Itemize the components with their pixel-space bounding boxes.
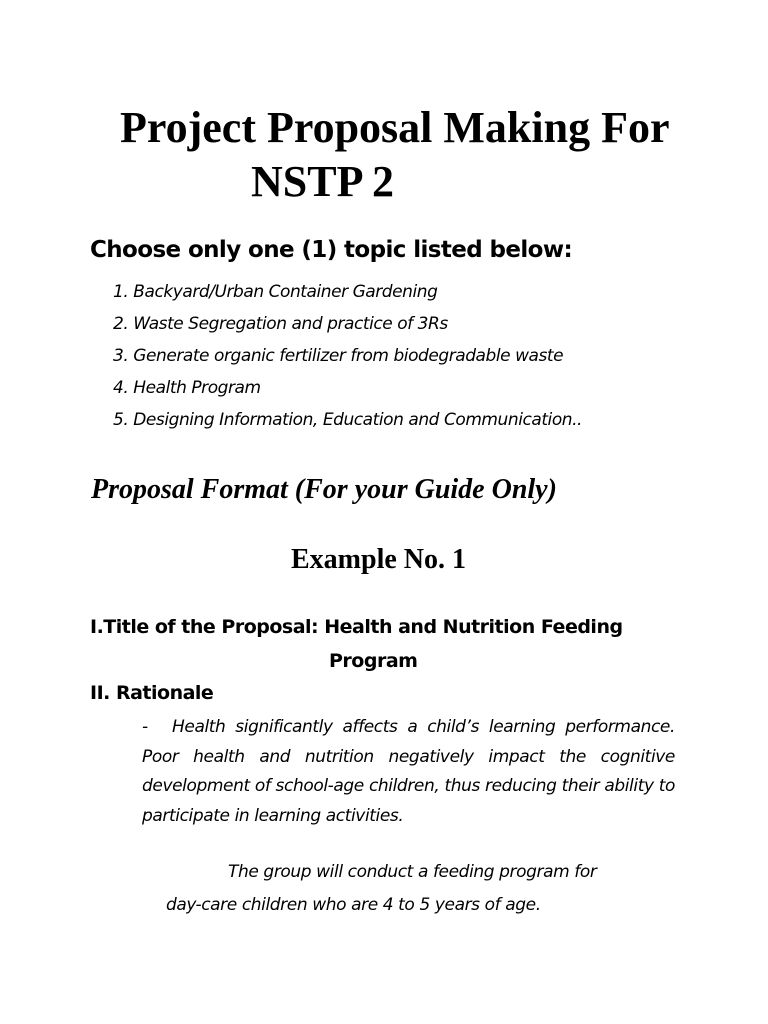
topic-item: 5. Designing Information, Education and Communication.. [113,410,582,430]
section-title-line-1: I.Title of the Proposal: Health and Nutrition Feeding [90,616,623,638]
topic-list [113,278,582,438]
group-statement-line-1: The group will conduct a feeding program for [228,862,597,882]
group-statement-line-2: day-care children who are 4 to 5 years of age. [166,895,541,915]
topic-item: 1. Backyard/Urban Container Gardening [113,282,438,302]
topic-instruction: Choose only one (1) topic listed below: [90,237,573,263]
section-title-line-2: Program [329,650,418,672]
rationale-heading: II. Rationale [90,682,214,704]
topic-item: 4. Health Program [113,378,261,398]
rationale-dash: - [142,717,148,737]
rationale-text: Health significantly affects a child’s learning performance. Poor health and nutrition negatively impact the cognitive development of school-age children, thus reducing their ability to participate in learning activities. [142,717,675,826]
example-heading: Example No. 1 [291,544,466,575]
proposal-format-heading: Proposal Format (For your Guide Only) [91,474,557,505]
topic-item: 2. Waste Segregation and practice of 3Rs [113,314,448,334]
topic-item: 3. Generate organic fertilizer from biodegradable waste [113,346,564,366]
document-title-line-2: NSTP 2 [251,157,395,206]
rationale-paragraph [142,713,675,831]
document-title-line-1: Project Proposal Making For [120,103,670,152]
